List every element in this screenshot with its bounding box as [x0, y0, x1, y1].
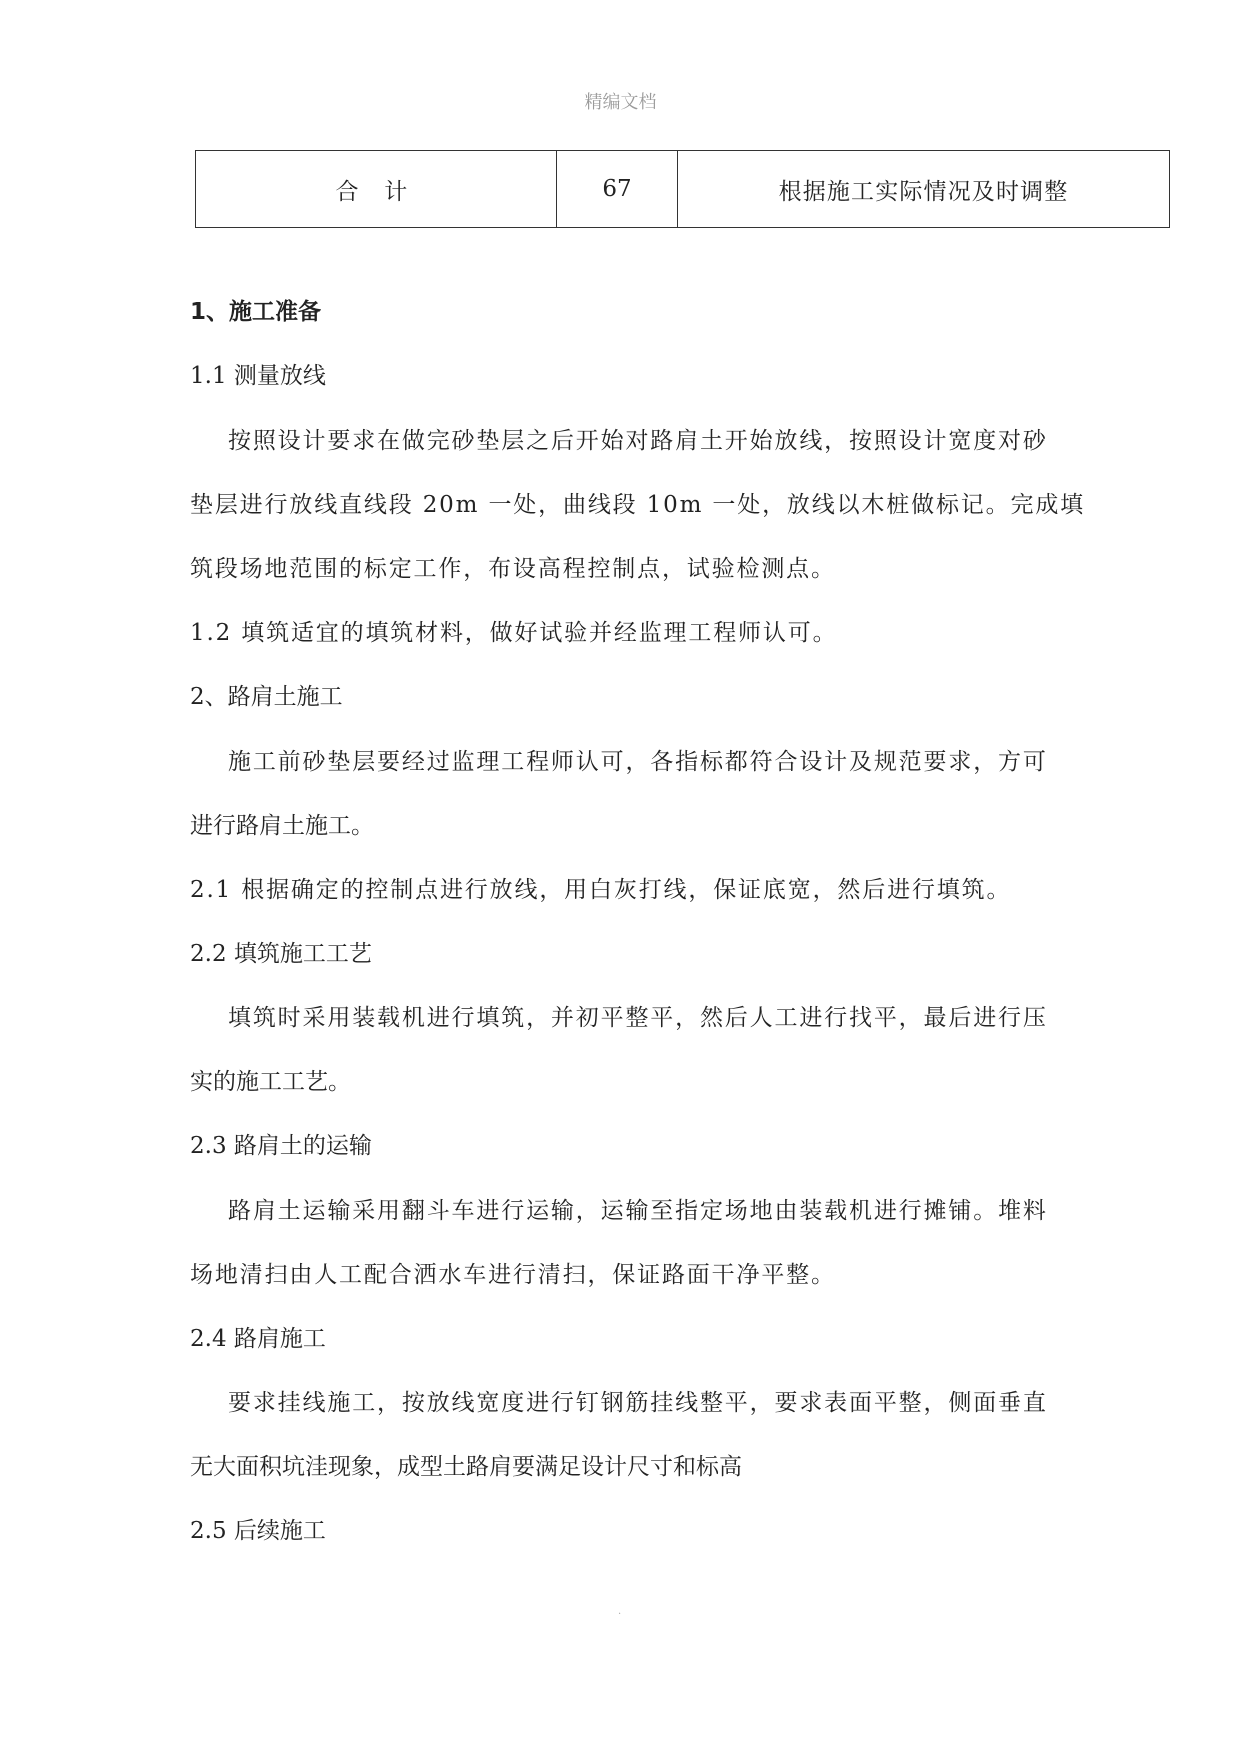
paragraph-line: 实的施工工艺。: [190, 1069, 351, 1095]
subsection-2-2: 2.2 填筑施工工艺: [190, 941, 372, 967]
total-note-cell: 根据施工实际情况及时调整: [678, 151, 1170, 228]
subsection-2-1: 2.1 根据确定的控制点进行放线，用白灰打线，保证底宽，然后进行填筑。: [190, 877, 1012, 903]
subsection-2-3: 2.3 路肩土的运输: [190, 1133, 372, 1159]
paragraph-line: 场地清扫由人工配合洒水车进行清扫，保证路面干净平整。: [190, 1262, 836, 1288]
subsection-2-5: 2.5 后续施工: [190, 1518, 326, 1544]
paragraph-line: 施工前砂垫层要经过监理工程师认可，各指标都符合设计及规范要求，方可: [228, 749, 1048, 775]
total-label-cell: 合 计: [196, 151, 557, 228]
total-value-cell: 67: [557, 151, 678, 228]
table-row: [196, 151, 1170, 228]
paragraph-line: 筑段场地范围的标定工作，布设高程控制点，试验检测点。: [190, 556, 836, 582]
subsection-1-1: 1.1 测量放线: [190, 363, 326, 389]
paragraph-line: 进行路肩土施工。: [190, 813, 374, 839]
paragraph-line: 按照设计要求在做完砂垫层之后开始对路肩土开始放线，按照设计宽度对砂: [228, 428, 1048, 454]
subsection-2-4: 2.4 路肩施工: [190, 1326, 326, 1352]
paragraph-line: 路肩土运输采用翻斗车进行运输，运输至指定场地由装载机进行摊铺。堆料: [228, 1198, 1048, 1224]
section-heading-1: 1、施工准备: [190, 299, 322, 325]
page-footer-mark: .: [618, 1606, 622, 1617]
paragraph-line: 无大面积坑洼现象，成型土路肩要满足设计尺寸和标高: [190, 1454, 742, 1480]
paragraph-line: 填筑时采用装载机进行填筑，并初平整平，然后人工进行找平，最后进行压: [228, 1005, 1048, 1031]
paragraph-line: 要求挂线施工，按放线宽度进行钉钢筋挂线整平，要求表面平整，侧面垂直: [228, 1390, 1048, 1416]
page-header-watermark: 精编文档: [584, 92, 657, 113]
section-heading-2: 2、路肩土施工: [190, 684, 343, 710]
paragraph-line: 垫层进行放线直线段 20m 一处，曲线段 10m 一处，放线以木桩做标记。完成填: [190, 492, 1085, 518]
subsection-1-2: 1.2 填筑适宜的填筑材料，做好试验并经监理工程师认可。: [190, 620, 838, 646]
summary-table: [195, 150, 1170, 228]
